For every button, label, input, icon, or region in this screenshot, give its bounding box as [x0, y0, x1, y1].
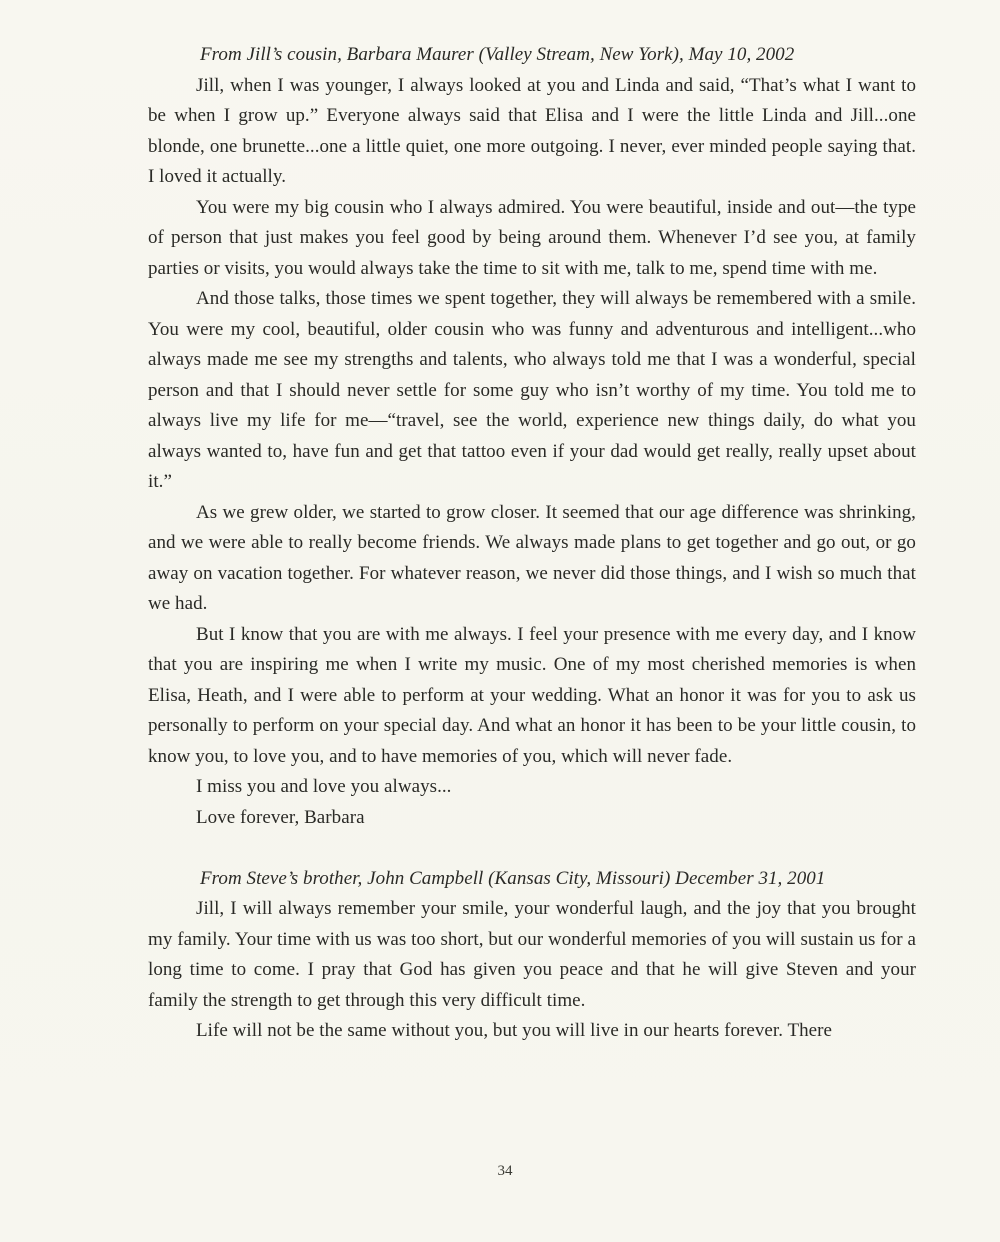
page-number: 34 — [497, 1163, 513, 1179]
paragraph: You were my big cousin who I always admired. You were beautiful, inside and out—the type of person that just makes you feel good by being around them. Whenever I’d see you, at family parties or visits, you would always take the time to sit with me, talk to me, spend time with me. — [148, 196, 916, 279]
page-text — [148, 40, 916, 1047]
paragraph: But I know that you are with me always. I feel your presence with me every day, and I know that you are inspiring me when I write my music. One of my most cherished memories is when Elisa, Heath, and I were able to perform at your wedding. What an honor it was for you to ask us personally to perform on your special day. And what an honor it has been to be your little cousin, to know you, to love you, and to have memories of you, which will never fade. — [148, 623, 916, 767]
paragraph: Jill, I will always remember your smile, your wonderful laugh, and the joy that you brought my family. Your time with us was too short, but our wonderful memories of you will sustain us for a long time to come. I pray that God has given you peace and that he will give Steven and your family the strength to get through this very difficult time. — [148, 898, 916, 1011]
paragraph: Life will not be the same without you, but you will live in our hearts forever. There — [196, 1020, 833, 1041]
paragraph: Jill, when I was younger, I always looked at you and Linda and said, “That’s what I want to be when I grow up.” Everyone always said that Elisa and I were the little Linda and Jill...one blonde, one brunette...one a little quiet, one more outgoing. I never, ever minded people saying that. I loved it actually. — [148, 74, 916, 187]
paragraph: As we grew older, we started to grow closer. It seemed that our age difference was shrinking, and we were able to really become friends. We always made plans to get together and go out, or go away on vacation together. For whatever reason, we never did those things, and I wish so much that we had. — [148, 501, 916, 614]
section-heading-barbara: From Jill’s cousin, Barbara Maurer (Valley Stream, New York), May 10, 2002 — [200, 44, 795, 65]
signature-line: Love forever, Barbara — [196, 806, 365, 828]
section-spacer — [148, 833, 916, 864]
section-heading-john: From Steve’s brother, John Campbell (Kansas City, Missouri) December 31, 2001 — [200, 867, 826, 889]
paragraph: And those talks, those times we spent together, they will always be remembered with a smile. You were my cool, beautiful, older cousin who was funny and adventurous and intelligent...who always made me see my strengths and talents, who always told me that I was a wonderful, special person and that I should never settle for some guy who isn’t worthy of my time. You told me to always live my life for me—“travel, see the world, experience new things daily, do what you always wanted to, have fun and get that tattoo even if your dad would get really, really upset about it.” — [148, 288, 916, 492]
closing-line: I miss you and love you always... — [196, 776, 452, 797]
